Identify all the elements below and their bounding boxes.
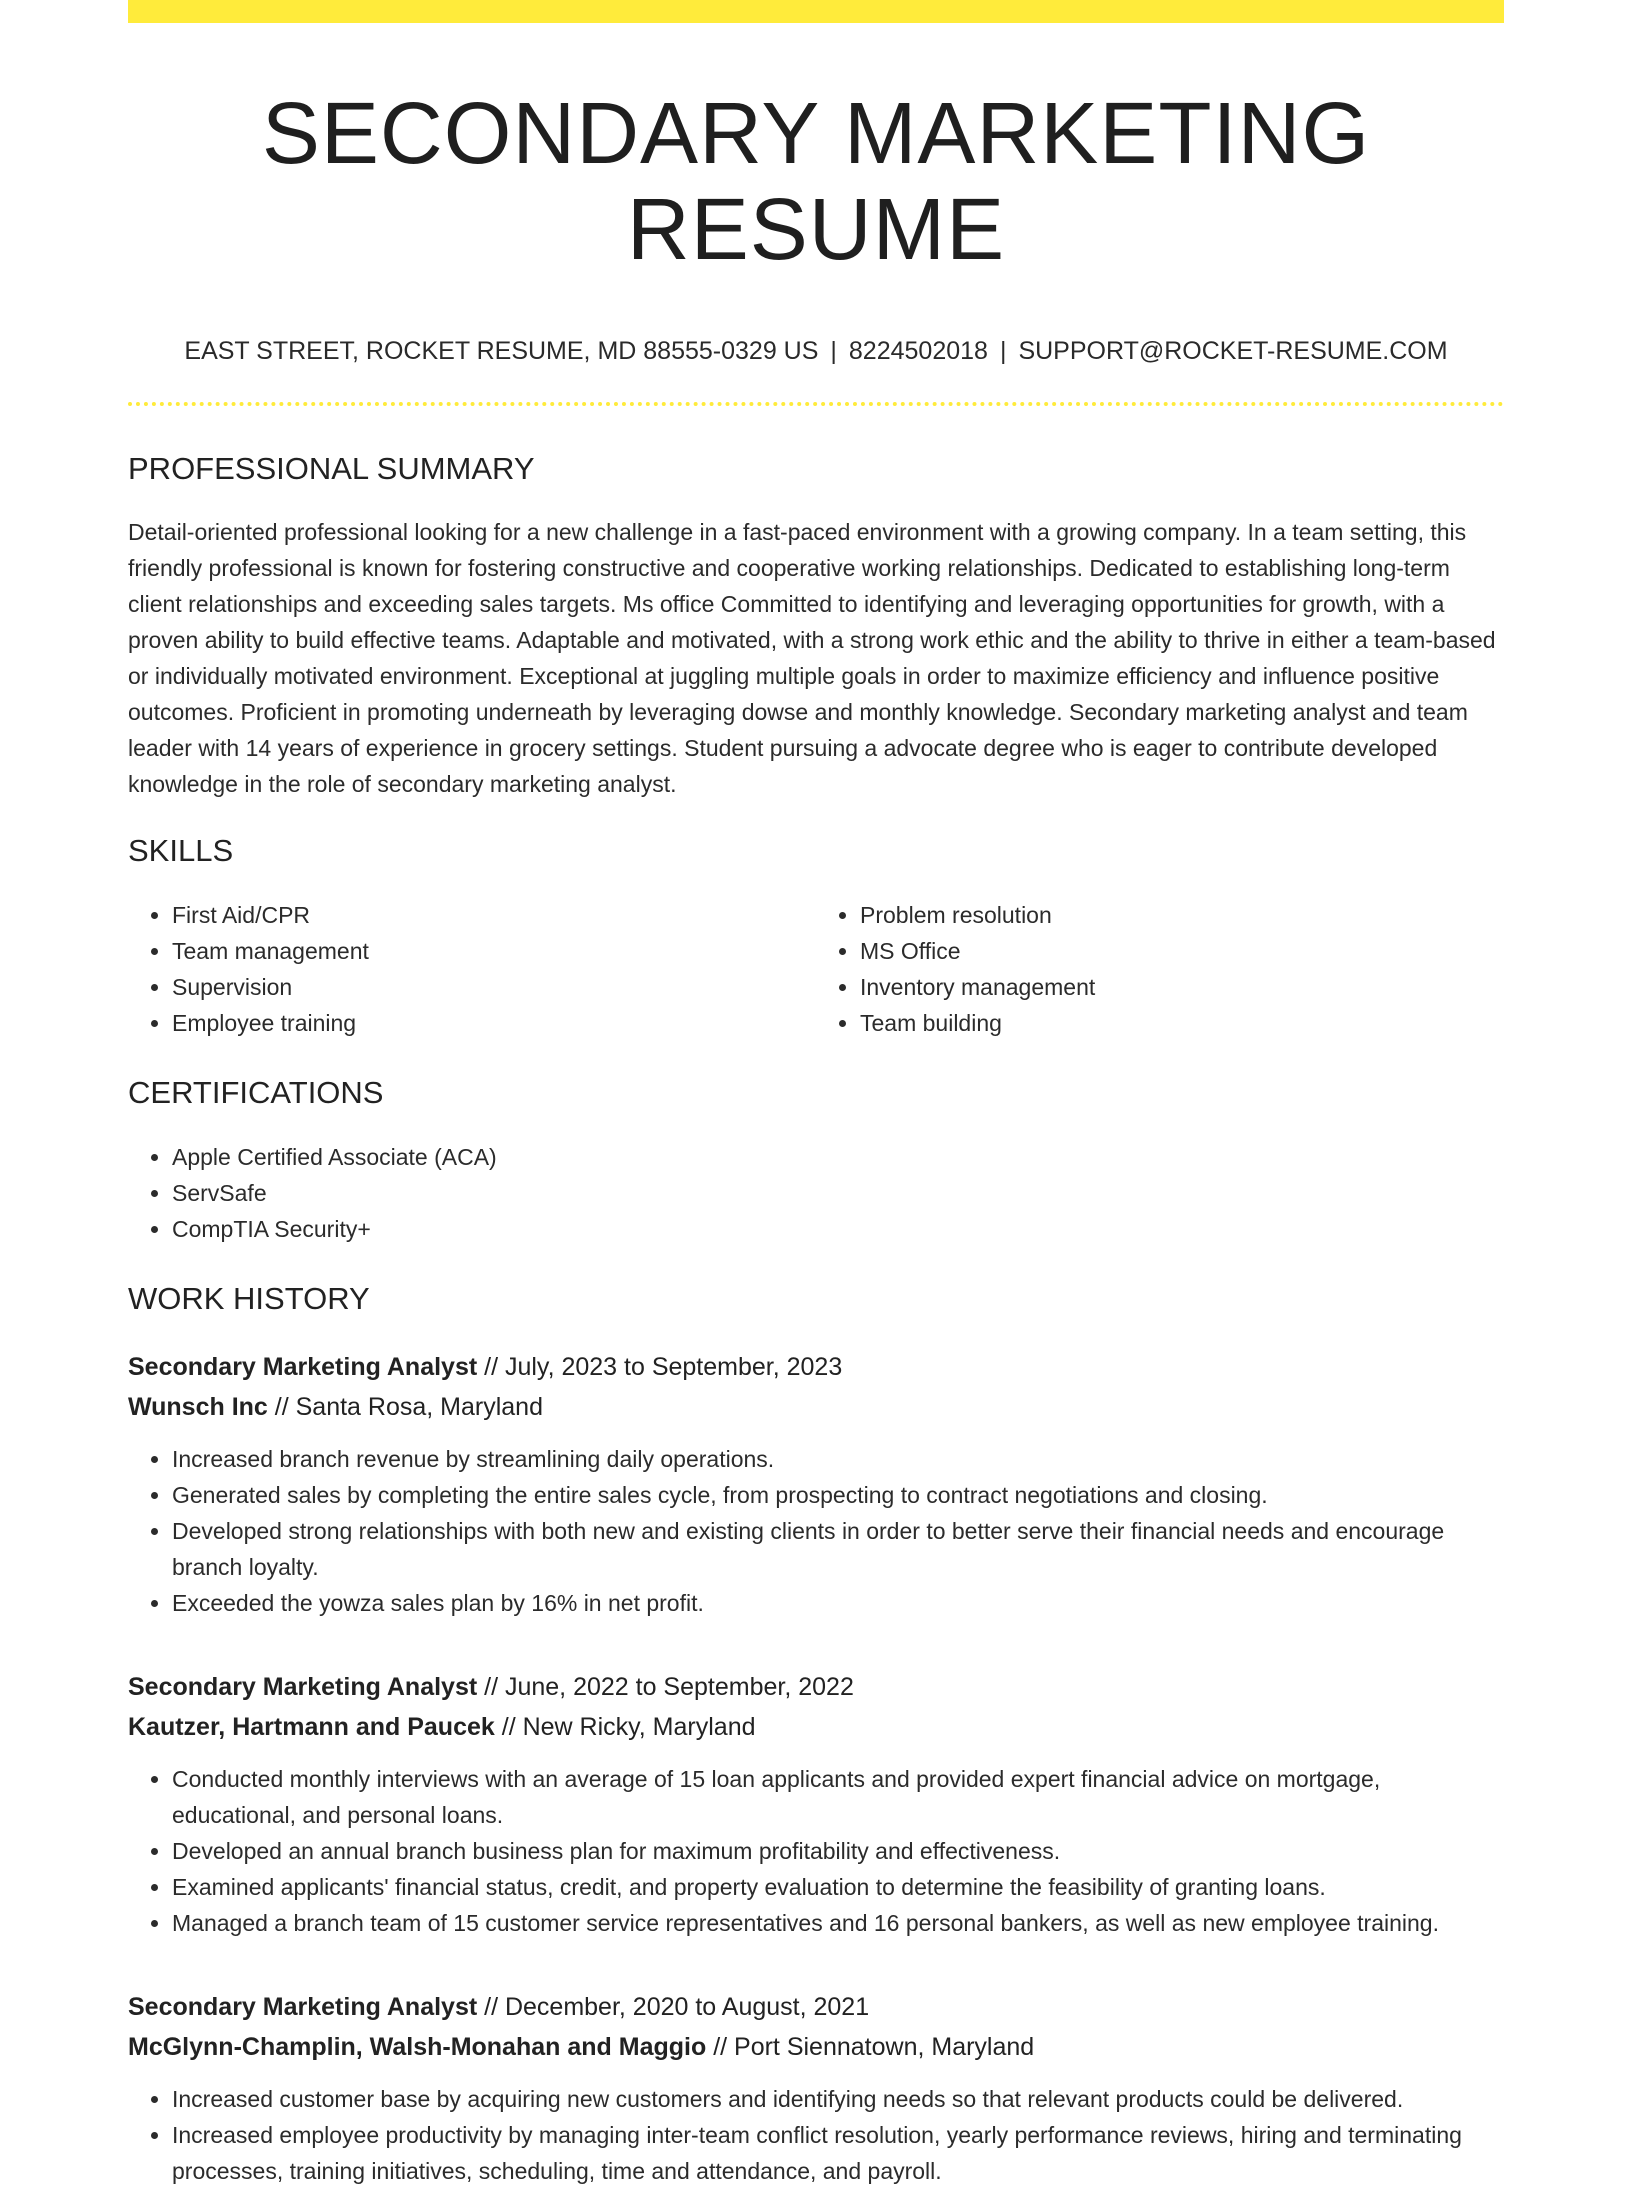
skills-columns xyxy=(128,897,1504,1041)
summary-heading: PROFESSIONAL SUMMARY xyxy=(128,451,535,487)
contact-separator: | xyxy=(830,337,837,366)
certifications-list xyxy=(128,1139,1504,1247)
certification-item: • Apple Certified Associate (ACA) xyxy=(172,1139,1504,1175)
skill-item: • Supervision xyxy=(172,969,816,1005)
work-history-heading: WORK HISTORY xyxy=(128,1280,370,1316)
skill-item: • First Aid/CPR xyxy=(172,897,816,933)
job-role-line xyxy=(128,1667,1504,1707)
job-location: // New Ricky, Maryland xyxy=(494,1713,756,1742)
accent-bar xyxy=(128,0,1504,23)
job-company-line xyxy=(128,2027,1504,2067)
contact-email: SUPPORT@ROCKET-RESUME.COM xyxy=(1018,337,1448,366)
job-dates: // June, 2022 to September, 2022 xyxy=(477,1673,854,1702)
job-bullet: • Conducted monthly interviews with an average of 15 loan applicants and provided expert financial advice on mortgage, educational, and personal loans. xyxy=(172,1761,1504,1833)
job-dates: // December, 2020 to August, 2021 xyxy=(477,1993,870,2022)
job-company-line xyxy=(128,1387,1504,1427)
certifications-heading: CERTIFICATIONS xyxy=(128,1074,384,1110)
job-bullets xyxy=(128,1441,1504,1621)
job-dates: // July, 2023 to September, 2023 xyxy=(477,1353,843,1382)
job-role: Secondary Marketing Analyst xyxy=(128,1673,478,1702)
job-role: Secondary Marketing Analyst xyxy=(128,1353,478,1382)
job-bullets xyxy=(128,2081,1504,2189)
job-bullet: • Developed strong relationships with both new and existing clients in order to better serve their financial needs and encourage branch loyalty. xyxy=(172,1513,1504,1585)
job-bullets xyxy=(128,1761,1504,1941)
job-company: Wunsch Inc xyxy=(128,1393,268,1422)
skills-heading: SKILLS xyxy=(128,832,234,868)
skills-list-right xyxy=(816,897,1504,1041)
job-bullet: • Managed a branch team of 15 customer service representatives and 16 personal bankers, as well as new employee training. xyxy=(172,1905,1504,1941)
job-location: // Port Siennatown, Maryland xyxy=(706,2033,1035,2062)
job-entry xyxy=(128,1987,1504,2189)
job-bullet: • Generated sales by completing the entire sales cycle, from prospecting to contract negotiations and closing. xyxy=(172,1477,1504,1513)
job-location: // Santa Rosa, Maryland xyxy=(267,1393,543,1422)
job-bullet: • Developed an annual branch business plan for maximum profitability and effectiveness. xyxy=(172,1833,1504,1869)
job-company: Kautzer, Hartmann and Paucek xyxy=(128,1713,495,1742)
contact-address: EAST STREET, ROCKET RESUME, MD 88555-0329 US xyxy=(184,337,819,366)
job-company: McGlynn-Champlin, Walsh-Monahan and Maggio xyxy=(128,2033,707,2062)
skill-item: • Employee training xyxy=(172,1005,816,1041)
summary-text: Detail-oriented professional looking for a new challenge in a fast-paced environment with a growing company. In a team setting, this friendly professional is known for fostering constructive and cooperative working relationships. Dedicated to establishing long-term client relationships and exceeding sales targets. Ms office Committed to identifying and leveraging opportunities for growth, with a proven ability to build effective teams. Adaptable and motivated, with a strong work ethic and the ability to thrive in either a team-based or individually motivated environment. Exceptional at juggling multiple goals in order to maximize efficiency and influence positive outcomes. Proficient in promoting underneath by leveraging dowse and monthly knowledge. Secondary marketing analyst and team leader with 14 years of experience in grocery settings. Student pursuing a advocate degree who is eager to contribute developed knowledge in the role of secondary marketing analyst. xyxy=(128,518,1496,797)
skill-item: • Team management xyxy=(172,933,816,969)
skills-list-left xyxy=(128,897,816,1041)
job-role-line xyxy=(128,1347,1504,1387)
job-entry xyxy=(128,1667,1504,1941)
contact-phone: 8224502018 xyxy=(848,337,988,366)
job-company-line xyxy=(128,1707,1504,1747)
resume-page xyxy=(128,0,1504,2185)
job-bullet: • Increased employee productivity by managing inter-team conflict resolution, yearly performance reviews, hiring and terminating processes, training initiatives, scheduling, time and attendance, and payroll. xyxy=(172,2117,1504,2189)
contact-line xyxy=(128,336,1504,366)
skill-item: • Problem resolution xyxy=(860,897,1504,933)
job-bullet: • Increased customer base by acquiring new customers and identifying needs so that relevant products could be delivered. xyxy=(172,2081,1504,2117)
skill-item: • MS Office xyxy=(860,933,1504,969)
skill-item: • Team building xyxy=(860,1005,1504,1041)
job-bullet: • Exceeded the yowza sales plan by 16% in net profit. xyxy=(172,1585,1504,1621)
job-entry xyxy=(128,1347,1504,1621)
job-role: Secondary Marketing Analyst xyxy=(128,1993,478,2022)
dotted-divider xyxy=(128,402,1504,406)
certification-item: • CompTIA Security+ xyxy=(172,1211,1504,1247)
job-bullet: • Increased branch revenue by streamlining daily operations. xyxy=(172,1441,1504,1477)
job-bullet: • Examined applicants' financial status, credit, and property evaluation to determine the feasibility of granting loans. xyxy=(172,1869,1504,1905)
skill-item: • Inventory management xyxy=(860,969,1504,1005)
job-role-line xyxy=(128,1987,1504,2027)
resume-title: SECONDARY MARKETING RESUME xyxy=(261,85,1371,278)
certification-item: • ServSafe xyxy=(172,1175,1504,1211)
contact-separator: | xyxy=(999,337,1007,366)
